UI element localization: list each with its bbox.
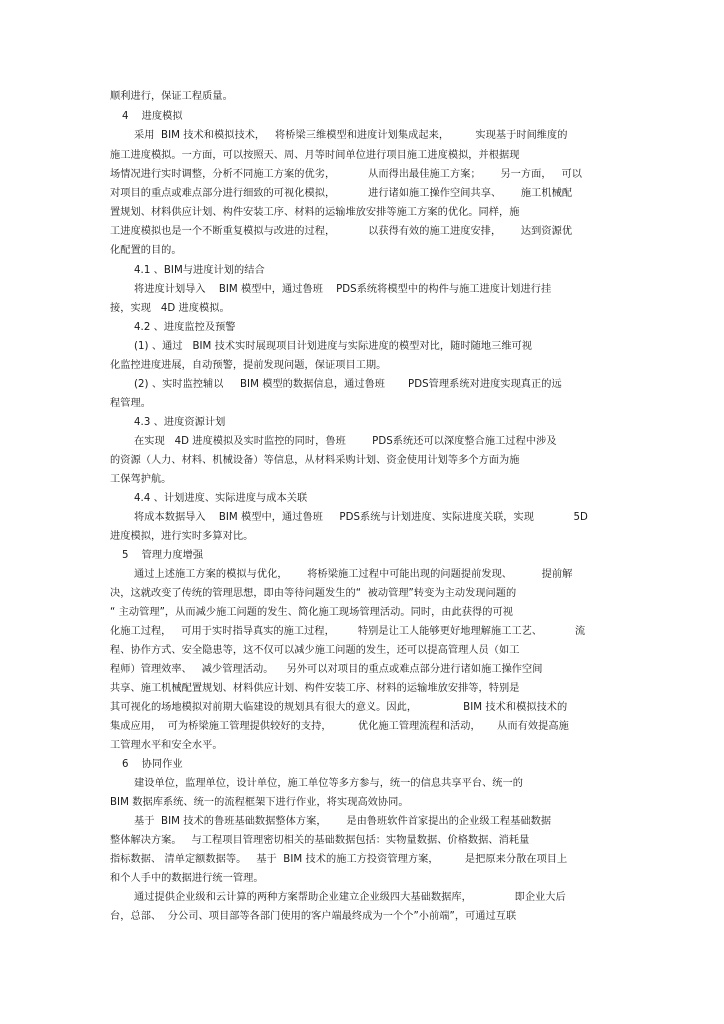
text-line: 和个人手中的数据进行统一管理。 [110, 873, 264, 884]
text-line: 化配置的目的。 [110, 245, 182, 256]
text-line: 程管理。 [110, 398, 151, 409]
text-line: 通过提供企业级和云计算的两种方案帮助企业建立企业级四大基础数据库， 即企业大后 [134, 892, 566, 903]
text-line: 的资源（人力、材料、机械设备）等信息，从材料采购计划、资金使用计划等多个方面为施 [110, 455, 520, 466]
subsection-heading: 4.2 、进度监控及预警 [134, 322, 236, 333]
text-line: (2) 、实时监控辅以 BIM 模型的数据信息，通过鲁班 PDS管理系统对进度实现真正的远 [134, 379, 562, 390]
text-line: 置规划、材料供应计划、构件安装工序、材料的运输堆放安排等施工方案的优化。同样，施 [110, 207, 520, 218]
text-line: 指标数据、 清单定额数据等。 基于 BIM 技术的施工方投资管理方案， 是把原来分散在项目上 [110, 854, 568, 865]
text-line: 台，总部、 分公司、项目部等各部门使用的客户端最终成为一个个”小前端”，可通过互联 [110, 911, 517, 922]
text-line: 通过上述施工方案的模拟与优化， 将桥梁施工过程中可能出现的问题提前发现、 提前解 [134, 569, 573, 580]
text-line: 化施工过程， 可用于实时指导真实的施工过程， 特别是让工人能够更好地理解施工工艺、 流 [110, 626, 586, 637]
section-heading: 5 管理力度增强 [122, 550, 204, 561]
text-line: “ 主动管理”，从而减少施工问题的发生、简化施工现场管理活动。同时，由此获得的可视 [110, 607, 513, 618]
text-line: 其可视化的场地模拟对前期大临建设的规划具有很大的意义。因此， BIM 技术和模拟技术的 [110, 702, 568, 713]
text-line: BIM 数据库系统、统一的流程框架下进行作业，将实现高效协同。 [110, 797, 409, 808]
text-line: 对项目的重点或难点部分进行细致的可视化模拟， 进行诸如施工操作空间共享、 施工机械配 [110, 188, 573, 199]
text-line: 基于 BIM 技术的鲁班基础数据整体方案， 是由鲁班软件首家提出的企业级工程基础数据 [134, 816, 552, 827]
text-line: 化监控进度进展，自动预警，提前发现问题，保证项目工期。 [110, 360, 387, 371]
text-line: 工进度模拟也是一个不断重复模拟与改进的过程， 以获得有效的施工进度安排， 达到资源优 [110, 226, 573, 237]
text-line: (1) 、通过 BIM 技术实时展现项目计划进度与实际进度的模型对比，随时随地三维可视 [134, 341, 533, 352]
text-line: 采用 BIM 技术和模拟技术， 将桥梁三维模型和进度计划集成起来， 实现基于时间维度的 [134, 130, 568, 141]
text-line: 接，实现 4D 进度模拟。 [110, 303, 230, 314]
text-line: 集成应用， 可为桥梁施工管理提供较好的支持， 优化施工管理流程和活动， 从而有效提高施 [110, 721, 569, 732]
subsection-heading: 4.3 、进度资源计划 [134, 417, 226, 428]
text-line: 程师）管理效率、 减少管理活动。 另外可以对项目的重点或难点部分进行诸如施工操作空间 [110, 664, 543, 675]
text-line: 将成本数据导入 BIM 模型中，通过鲁班 PDS系统与计划进度、实际进度关联，实现 5D [134, 512, 588, 523]
section-heading: 6 协同作业 [122, 759, 183, 770]
text-line: 共享、施工机械配置规划、材料供应计划、构件安装工序、材料的运输堆放安排等，特别是 [110, 683, 520, 694]
text-line: 整体解决方案。 与工程项目管理密切相关的基础数据包括：实物量数据、价格数据、消耗量 [110, 835, 530, 846]
text-line: 工管理水平和安全水平。 [110, 740, 223, 751]
text-line: 在实现 4D 进度模拟及实时监控的同时，鲁班 PDS系统还可以深度整合施工过程中涉及 [134, 436, 557, 447]
text-line: 建设单位，监理单位，设计单位，施工单位等多方参与，统一的信息共享平台、统一的 [134, 778, 524, 789]
text-line: 进度模拟，进行实时多算对比。 [110, 531, 254, 542]
section-heading: 4 进度模拟 [122, 111, 183, 122]
text-line: 工保驾护航。 [110, 474, 172, 485]
text-line: 程、协作方式、安全隐患等，这不仅可以减少施工问题的发生，还可以提高管理人员（如工 [110, 645, 520, 656]
subsection-heading: 4.4 、计划进度、实际进度与成本关联 [134, 493, 308, 504]
text-line: 施工进度模拟。一方面，可以按照天、周、月等时间单位进行项目施工进度模拟，并根据现 [110, 150, 520, 161]
text-line: 顺利进行，保证工程质量。 [110, 91, 233, 102]
text-line: 场情况进行实时调整，分析不同施工方案的优劣， 从而得出最佳施工方案； 另一方面， 可以 [110, 169, 582, 180]
text-line: 将进度计划导入 BIM 模型中，通过鲁班 PDS系统将模型中的构件与施工进度计划进行挂 [134, 284, 552, 295]
text-line: 决，这就改变了传统的管理思想，即由等待问题发生的“ 被动管理”转变为主动发现问题的 [110, 588, 517, 599]
subsection-heading: 4.1 、BIM与进度计划的结合 [134, 265, 265, 276]
